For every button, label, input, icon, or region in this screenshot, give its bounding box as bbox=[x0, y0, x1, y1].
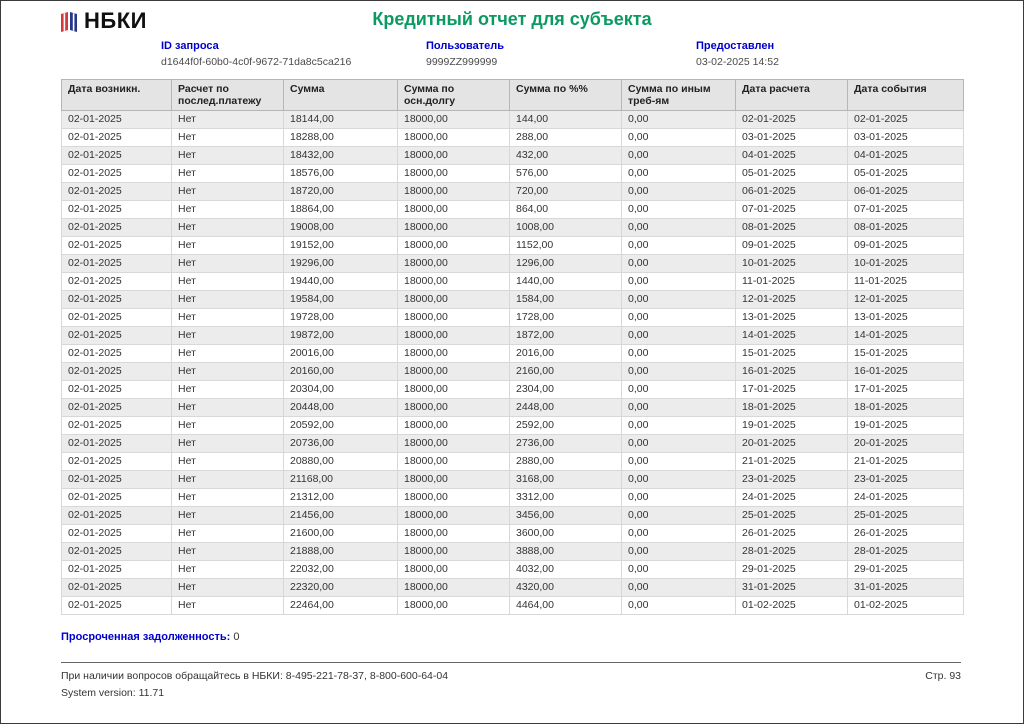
table-cell: 1872,00 bbox=[510, 327, 622, 345]
table-cell: 0,00 bbox=[622, 471, 736, 489]
table-cell: 18000,00 bbox=[398, 471, 510, 489]
table-cell: 02-01-2025 bbox=[62, 255, 172, 273]
table-cell: 02-01-2025 bbox=[62, 201, 172, 219]
table-cell: 26-01-2025 bbox=[736, 525, 848, 543]
table-cell: 0,00 bbox=[622, 165, 736, 183]
table-cell: 08-01-2025 bbox=[848, 219, 964, 237]
table-row bbox=[62, 219, 964, 237]
table-cell: 02-01-2025 bbox=[62, 561, 172, 579]
table-cell: 11-01-2025 bbox=[848, 273, 964, 291]
table-cell: 29-01-2025 bbox=[736, 561, 848, 579]
report-meta bbox=[1, 39, 1023, 75]
table-cell: 02-01-2025 bbox=[62, 381, 172, 399]
table-cell: 20736,00 bbox=[284, 435, 398, 453]
table-row bbox=[62, 201, 964, 219]
table-cell: 0,00 bbox=[622, 201, 736, 219]
table-cell: 15-01-2025 bbox=[736, 345, 848, 363]
table-cell: 17-01-2025 bbox=[848, 381, 964, 399]
table-row bbox=[62, 453, 964, 471]
table-cell: 02-01-2025 bbox=[62, 525, 172, 543]
table-cell: 18000,00 bbox=[398, 255, 510, 273]
table-cell: 18-01-2025 bbox=[848, 399, 964, 417]
table-cell: 06-01-2025 bbox=[736, 183, 848, 201]
table-cell: 2880,00 bbox=[510, 453, 622, 471]
table-row bbox=[62, 255, 964, 273]
footer-page-number: Стр. 93 bbox=[925, 670, 961, 682]
table-cell: Нет bbox=[172, 255, 284, 273]
table-cell: 0,00 bbox=[622, 111, 736, 129]
table-cell: 18720,00 bbox=[284, 183, 398, 201]
table-cell: 02-01-2025 bbox=[62, 129, 172, 147]
table-row bbox=[62, 471, 964, 489]
table-cell: 07-01-2025 bbox=[736, 201, 848, 219]
table-cell: 23-01-2025 bbox=[848, 471, 964, 489]
table-cell: 4320,00 bbox=[510, 579, 622, 597]
table-cell: 18-01-2025 bbox=[736, 399, 848, 417]
table-cell: 07-01-2025 bbox=[848, 201, 964, 219]
system-version: System version: 11.71 bbox=[61, 687, 165, 699]
table-cell: 18000,00 bbox=[398, 129, 510, 147]
report-table-body bbox=[62, 111, 964, 615]
table-cell: 08-01-2025 bbox=[736, 219, 848, 237]
table-row bbox=[62, 525, 964, 543]
table-cell: 02-01-2025 bbox=[62, 579, 172, 597]
table-cell: 0,00 bbox=[622, 183, 736, 201]
table-cell: 18864,00 bbox=[284, 201, 398, 219]
table-cell: 0,00 bbox=[622, 399, 736, 417]
table-cell: 18000,00 bbox=[398, 489, 510, 507]
column-header: Расчет по послед.платежу bbox=[172, 80, 284, 111]
table-cell: Нет bbox=[172, 201, 284, 219]
table-cell: 25-01-2025 bbox=[736, 507, 848, 525]
table-cell: Нет bbox=[172, 237, 284, 255]
table-cell: 576,00 bbox=[510, 165, 622, 183]
table-cell: Нет bbox=[172, 291, 284, 309]
table-row bbox=[62, 489, 964, 507]
table-cell: 02-01-2025 bbox=[62, 273, 172, 291]
table-cell: 02-01-2025 bbox=[62, 345, 172, 363]
table-cell: 1584,00 bbox=[510, 291, 622, 309]
table-row bbox=[62, 561, 964, 579]
table-cell: 13-01-2025 bbox=[848, 309, 964, 327]
table-cell: 18000,00 bbox=[398, 111, 510, 129]
table-cell: 21888,00 bbox=[284, 543, 398, 561]
table-cell: 0,00 bbox=[622, 543, 736, 561]
table-cell: 0,00 bbox=[622, 309, 736, 327]
table-cell: 31-01-2025 bbox=[848, 579, 964, 597]
table-cell: 0,00 bbox=[622, 291, 736, 309]
table-cell: 0,00 bbox=[622, 147, 736, 165]
table-cell: 2304,00 bbox=[510, 381, 622, 399]
table-cell: 20-01-2025 bbox=[848, 435, 964, 453]
table-cell: 19728,00 bbox=[284, 309, 398, 327]
table-cell: 09-01-2025 bbox=[848, 237, 964, 255]
table-cell: 18000,00 bbox=[398, 345, 510, 363]
table-cell: 10-01-2025 bbox=[736, 255, 848, 273]
table-cell: 01-02-2025 bbox=[848, 597, 964, 615]
table-cell: 18000,00 bbox=[398, 381, 510, 399]
footer-contact: При наличии вопросов обращайтесь в НБКИ: 8-495-221-78-37, 8-800-600-64-04 bbox=[61, 670, 449, 682]
meta-user bbox=[426, 40, 504, 68]
table-row bbox=[62, 111, 964, 129]
table-cell: 20160,00 bbox=[284, 363, 398, 381]
table-cell: 1440,00 bbox=[510, 273, 622, 291]
table-cell: 0,00 bbox=[622, 345, 736, 363]
table-cell: 21456,00 bbox=[284, 507, 398, 525]
table-cell: Нет bbox=[172, 219, 284, 237]
table-row bbox=[62, 597, 964, 615]
table-cell: 18000,00 bbox=[398, 507, 510, 525]
meta-provided bbox=[696, 40, 779, 68]
table-cell: 0,00 bbox=[622, 417, 736, 435]
table-cell: 19872,00 bbox=[284, 327, 398, 345]
table-cell: 18000,00 bbox=[398, 399, 510, 417]
table-cell: 0,00 bbox=[622, 237, 736, 255]
table-cell: 18000,00 bbox=[398, 183, 510, 201]
table-cell: 04-01-2025 bbox=[736, 147, 848, 165]
table-row bbox=[62, 237, 964, 255]
table-cell: Нет bbox=[172, 561, 284, 579]
table-cell: 20880,00 bbox=[284, 453, 398, 471]
table-cell: 21600,00 bbox=[284, 525, 398, 543]
table-cell: 03-01-2025 bbox=[848, 129, 964, 147]
overdue-summary bbox=[61, 631, 1023, 643]
table-cell: 0,00 bbox=[622, 489, 736, 507]
table-cell: 1296,00 bbox=[510, 255, 622, 273]
table-cell: 16-01-2025 bbox=[736, 363, 848, 381]
table-cell: 18000,00 bbox=[398, 579, 510, 597]
table-cell: 0,00 bbox=[622, 219, 736, 237]
table-cell: 18000,00 bbox=[398, 201, 510, 219]
table-cell: 04-01-2025 bbox=[848, 147, 964, 165]
table-cell: 14-01-2025 bbox=[736, 327, 848, 345]
table-cell: Нет bbox=[172, 471, 284, 489]
table-cell: 10-01-2025 bbox=[848, 255, 964, 273]
table-cell: Нет bbox=[172, 363, 284, 381]
table-cell: 0,00 bbox=[622, 381, 736, 399]
provided-label: Предоставлен bbox=[696, 40, 775, 52]
table-cell: 18000,00 bbox=[398, 273, 510, 291]
table-cell: 16-01-2025 bbox=[848, 363, 964, 381]
table-cell: 18000,00 bbox=[398, 525, 510, 543]
table-row bbox=[62, 435, 964, 453]
table-cell: 0,00 bbox=[622, 273, 736, 291]
table-cell: Нет bbox=[172, 147, 284, 165]
table-cell: 18000,00 bbox=[398, 291, 510, 309]
table-cell: 21-01-2025 bbox=[848, 453, 964, 471]
table-cell: 17-01-2025 bbox=[736, 381, 848, 399]
table-cell: Нет bbox=[172, 489, 284, 507]
table-cell: 19584,00 bbox=[284, 291, 398, 309]
table-cell: Нет bbox=[172, 165, 284, 183]
table-cell: 12-01-2025 bbox=[736, 291, 848, 309]
table-row bbox=[62, 381, 964, 399]
table-cell: 02-01-2025 bbox=[62, 471, 172, 489]
nbki-logo-text: НБКИ bbox=[84, 8, 147, 33]
table-cell: 0,00 bbox=[622, 579, 736, 597]
table-cell: 0,00 bbox=[622, 363, 736, 381]
table-cell: 31-01-2025 bbox=[736, 579, 848, 597]
table-cell: 03-01-2025 bbox=[736, 129, 848, 147]
table-cell: 20304,00 bbox=[284, 381, 398, 399]
table-cell: 2016,00 bbox=[510, 345, 622, 363]
table-cell: 1728,00 bbox=[510, 309, 622, 327]
table-cell: 02-01-2025 bbox=[62, 111, 172, 129]
table-cell: 02-01-2025 bbox=[62, 165, 172, 183]
table-cell: 18144,00 bbox=[284, 111, 398, 129]
table-cell: 0,00 bbox=[622, 435, 736, 453]
column-header: Дата события bbox=[848, 80, 964, 111]
table-cell: 02-01-2025 bbox=[62, 237, 172, 255]
table-cell: 24-01-2025 bbox=[848, 489, 964, 507]
table-row bbox=[62, 327, 964, 345]
table-cell: 02-01-2025 bbox=[62, 327, 172, 345]
table-row bbox=[62, 399, 964, 417]
table-row bbox=[62, 507, 964, 525]
table-cell: 19008,00 bbox=[284, 219, 398, 237]
table-cell: 25-01-2025 bbox=[848, 507, 964, 525]
table-cell: 02-01-2025 bbox=[62, 291, 172, 309]
table-row bbox=[62, 291, 964, 309]
user-value: 9999ZZ999999 bbox=[426, 56, 498, 68]
footer-divider bbox=[61, 662, 961, 663]
table-cell: 22320,00 bbox=[284, 579, 398, 597]
table-cell: 21168,00 bbox=[284, 471, 398, 489]
table-cell: 11-01-2025 bbox=[736, 273, 848, 291]
table-cell: 02-01-2025 bbox=[62, 219, 172, 237]
meta-request-id bbox=[161, 40, 351, 68]
table-cell: 18000,00 bbox=[398, 237, 510, 255]
table-cell: 18432,00 bbox=[284, 147, 398, 165]
table-cell: 0,00 bbox=[622, 597, 736, 615]
table-cell: 13-01-2025 bbox=[736, 309, 848, 327]
table-cell: 18000,00 bbox=[398, 561, 510, 579]
table-cell: 288,00 bbox=[510, 129, 622, 147]
table-cell: Нет bbox=[172, 597, 284, 615]
table-cell: 02-01-2025 bbox=[62, 363, 172, 381]
table-cell: 19440,00 bbox=[284, 273, 398, 291]
table-row bbox=[62, 129, 964, 147]
table-cell: 23-01-2025 bbox=[736, 471, 848, 489]
table-cell: 0,00 bbox=[622, 129, 736, 147]
page-header bbox=[1, 1, 1023, 39]
table-cell: 14-01-2025 bbox=[848, 327, 964, 345]
payments-table bbox=[61, 79, 964, 615]
table-cell: Нет bbox=[172, 183, 284, 201]
table-cell: 4032,00 bbox=[510, 561, 622, 579]
table-cell: 18000,00 bbox=[398, 435, 510, 453]
table-cell: 144,00 bbox=[510, 111, 622, 129]
table-cell: 21312,00 bbox=[284, 489, 398, 507]
table-cell: Нет bbox=[172, 399, 284, 417]
table-cell: 02-01-2025 bbox=[62, 309, 172, 327]
table-cell: 02-01-2025 bbox=[62, 399, 172, 417]
column-header: Сумма по %% bbox=[510, 80, 622, 111]
table-cell: 28-01-2025 bbox=[736, 543, 848, 561]
table-cell: 05-01-2025 bbox=[736, 165, 848, 183]
table-cell: 18000,00 bbox=[398, 147, 510, 165]
table-cell: Нет bbox=[172, 327, 284, 345]
table-cell: 720,00 bbox=[510, 183, 622, 201]
table-cell: Нет bbox=[172, 273, 284, 291]
table-cell: 21-01-2025 bbox=[736, 453, 848, 471]
table-cell: Нет bbox=[172, 345, 284, 363]
table-cell: 22032,00 bbox=[284, 561, 398, 579]
table-cell: 18000,00 bbox=[398, 165, 510, 183]
table-cell: Нет bbox=[172, 417, 284, 435]
table-cell: 3312,00 bbox=[510, 489, 622, 507]
table-cell: Нет bbox=[172, 543, 284, 561]
table-cell: 02-01-2025 bbox=[62, 489, 172, 507]
table-cell: Нет bbox=[172, 579, 284, 597]
table-cell: 432,00 bbox=[510, 147, 622, 165]
table-row bbox=[62, 183, 964, 201]
table-cell: 02-01-2025 bbox=[62, 435, 172, 453]
table-cell: 18000,00 bbox=[398, 219, 510, 237]
column-header: Дата возникн. bbox=[62, 80, 172, 111]
table-cell: 29-01-2025 bbox=[848, 561, 964, 579]
table-cell: 18288,00 bbox=[284, 129, 398, 147]
table-row bbox=[62, 165, 964, 183]
table-cell: 1152,00 bbox=[510, 237, 622, 255]
table-cell: Нет bbox=[172, 507, 284, 525]
table-cell: Нет bbox=[172, 129, 284, 147]
table-cell: 02-01-2025 bbox=[62, 417, 172, 435]
table-cell: Нет bbox=[172, 111, 284, 129]
table-row bbox=[62, 363, 964, 381]
table-cell: 3168,00 bbox=[510, 471, 622, 489]
overdue-label: Просроченная задолженность: bbox=[61, 631, 231, 643]
table-cell: 20592,00 bbox=[284, 417, 398, 435]
table-cell: 19-01-2025 bbox=[848, 417, 964, 435]
column-header: Сумма по осн.долгу bbox=[398, 80, 510, 111]
table-cell: 18576,00 bbox=[284, 165, 398, 183]
table-cell: Нет bbox=[172, 381, 284, 399]
table-cell: 02-01-2025 bbox=[62, 453, 172, 471]
table-cell: 18000,00 bbox=[398, 453, 510, 471]
table-cell: 26-01-2025 bbox=[848, 525, 964, 543]
table-cell: 4464,00 bbox=[510, 597, 622, 615]
table-cell: 3456,00 bbox=[510, 507, 622, 525]
table-cell: 02-01-2025 bbox=[62, 507, 172, 525]
table-cell: 06-01-2025 bbox=[848, 183, 964, 201]
table-cell: 1008,00 bbox=[510, 219, 622, 237]
table-cell: 18000,00 bbox=[398, 417, 510, 435]
table-row bbox=[62, 543, 964, 561]
table-cell: 02-01-2025 bbox=[848, 111, 964, 129]
table-cell: 01-02-2025 bbox=[736, 597, 848, 615]
table-cell: 12-01-2025 bbox=[848, 291, 964, 309]
overdue-value: 0 bbox=[233, 631, 240, 643]
table-cell: 2592,00 bbox=[510, 417, 622, 435]
column-header: Дата расчета bbox=[736, 80, 848, 111]
table-cell: Нет bbox=[172, 453, 284, 471]
table-row bbox=[62, 579, 964, 597]
user-label: Пользователь bbox=[426, 40, 505, 52]
table-cell: Нет bbox=[172, 309, 284, 327]
page-title: Кредитный отчет для субъекта bbox=[372, 9, 652, 29]
table-row bbox=[62, 417, 964, 435]
table-row bbox=[62, 345, 964, 363]
table-cell: 02-01-2025 bbox=[62, 147, 172, 165]
table-cell: 864,00 bbox=[510, 201, 622, 219]
table-cell: 22464,00 bbox=[284, 597, 398, 615]
table-cell: 18000,00 bbox=[398, 363, 510, 381]
table-cell: 24-01-2025 bbox=[736, 489, 848, 507]
table-cell: 18000,00 bbox=[398, 543, 510, 561]
provided-value: 03-02-2025 14:52 bbox=[696, 56, 779, 68]
table-cell: 2160,00 bbox=[510, 363, 622, 381]
table-cell: 20-01-2025 bbox=[736, 435, 848, 453]
table-row bbox=[62, 309, 964, 327]
table-cell: 2736,00 bbox=[510, 435, 622, 453]
table-cell: 02-01-2025 bbox=[62, 597, 172, 615]
table-cell: 0,00 bbox=[622, 507, 736, 525]
table-cell: 20448,00 bbox=[284, 399, 398, 417]
page-footer bbox=[61, 662, 961, 699]
table-cell: 20016,00 bbox=[284, 345, 398, 363]
table-cell: 2448,00 bbox=[510, 399, 622, 417]
table-cell: 0,00 bbox=[622, 561, 736, 579]
table-cell: 19296,00 bbox=[284, 255, 398, 273]
column-header: Сумма по иным треб-ям bbox=[622, 80, 736, 111]
table-cell: 28-01-2025 bbox=[848, 543, 964, 561]
table-cell: 18000,00 bbox=[398, 327, 510, 345]
table-header-row bbox=[62, 80, 964, 111]
table-cell: 02-01-2025 bbox=[62, 543, 172, 561]
table-cell: 3888,00 bbox=[510, 543, 622, 561]
table-row bbox=[62, 273, 964, 291]
table-cell: Нет bbox=[172, 525, 284, 543]
table-cell: 0,00 bbox=[622, 327, 736, 345]
table-cell: 19152,00 bbox=[284, 237, 398, 255]
table-cell: Нет bbox=[172, 435, 284, 453]
table-cell: 19-01-2025 bbox=[736, 417, 848, 435]
column-header: Сумма bbox=[284, 80, 398, 111]
request-id-value: d1644f0f-60b0-4c0f-9672-71da8c5ca216 bbox=[161, 56, 352, 68]
table-cell: 09-01-2025 bbox=[736, 237, 848, 255]
table-cell: 15-01-2025 bbox=[848, 345, 964, 363]
table-cell: 18000,00 bbox=[398, 597, 510, 615]
table-cell: 3600,00 bbox=[510, 525, 622, 543]
table-cell: 02-01-2025 bbox=[736, 111, 848, 129]
table-cell: 0,00 bbox=[622, 453, 736, 471]
request-id-label: ID запроса bbox=[161, 40, 219, 52]
table-cell: 0,00 bbox=[622, 255, 736, 273]
table-cell: 0,00 bbox=[622, 525, 736, 543]
table-cell: 05-01-2025 bbox=[848, 165, 964, 183]
table-cell: 02-01-2025 bbox=[62, 183, 172, 201]
table-row bbox=[62, 147, 964, 165]
table-cell: 18000,00 bbox=[398, 309, 510, 327]
